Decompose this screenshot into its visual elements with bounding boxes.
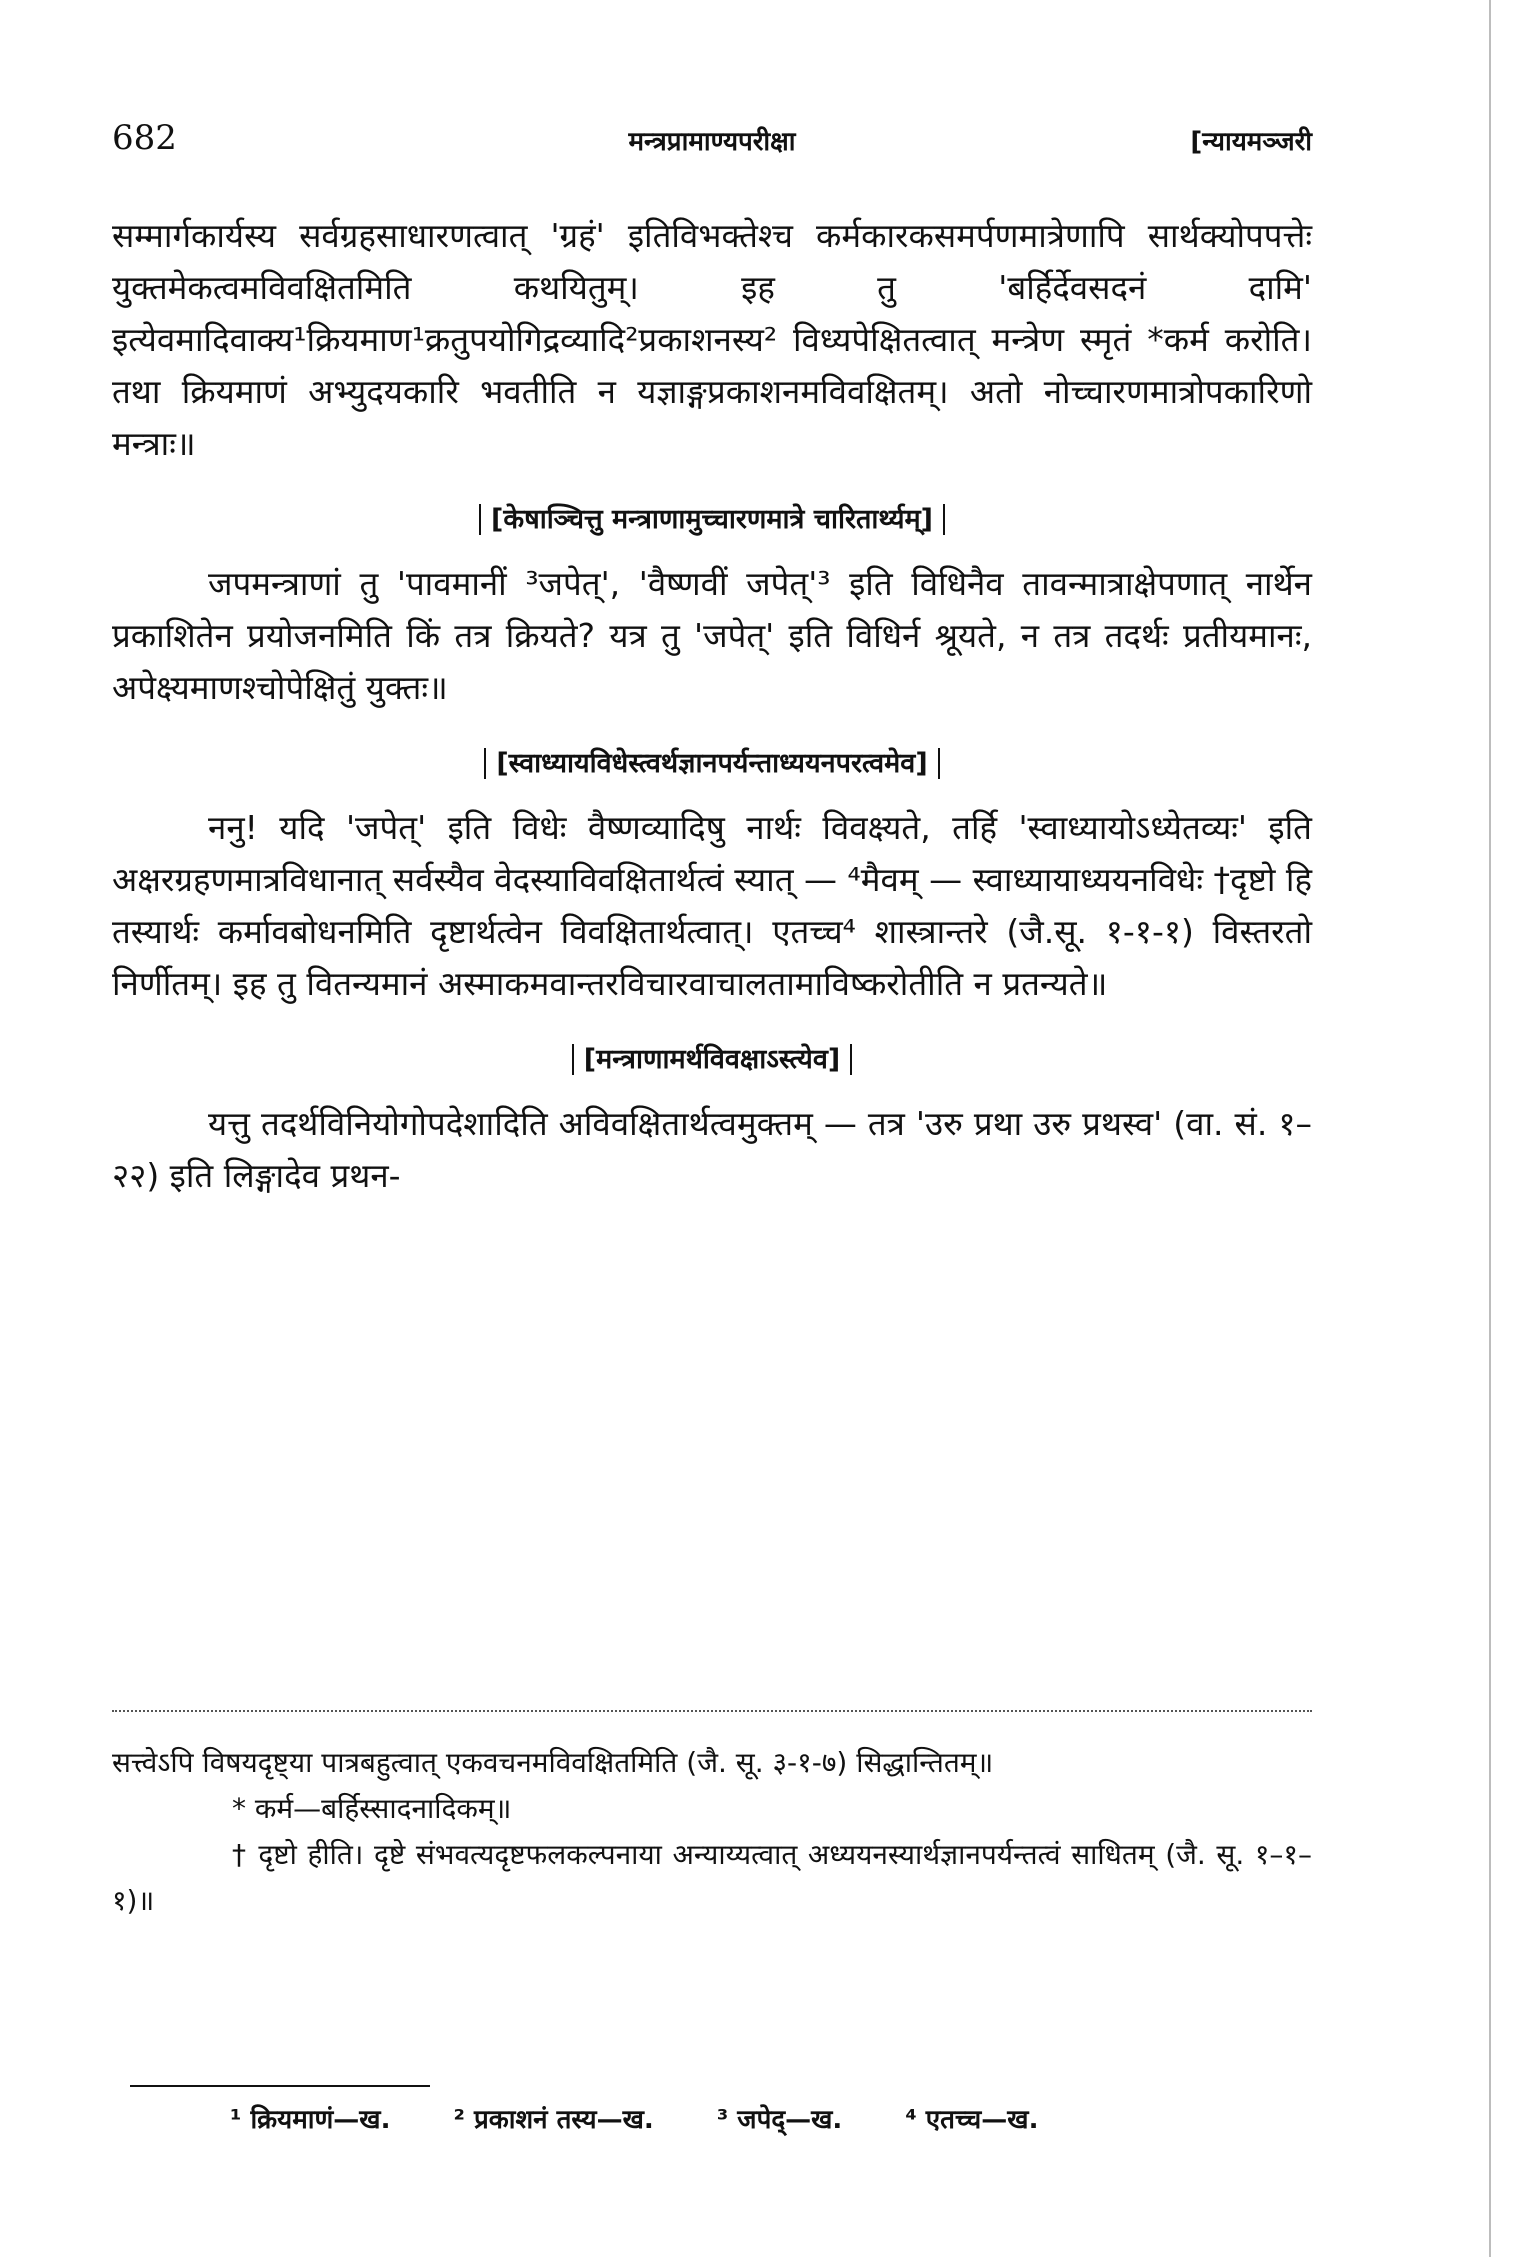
note-2: * कर्म—बर्हिस्सादनादिकम्॥	[232, 1792, 512, 1825]
section-heading-1-text: [केषाञ्चित्तु मन्त्राणामुच्चारणमात्रे चारितार्थ्यम्]	[479, 504, 945, 535]
footnote-4: ⁴ एतच्च—ख.	[905, 2105, 1039, 2135]
note-3: † दृष्टो हीति। दृष्टे संभवत्यदृष्टफलकल्पनाया अन्याय्यत्वात् अध्ययनस्यार्थज्ञानपर्यन्तत्वं साधितम् (जै. सू. १–१–१)॥	[112, 1838, 1312, 1917]
footnote-1: ¹ क्रियमाणं—ख.	[230, 2105, 391, 2135]
footnote-rule	[130, 2085, 430, 2087]
running-title: मन्त्रप्रामाण्यपरीक्षा	[628, 127, 796, 157]
paragraph-4: यत्तु तदर्थविनियोगोपदेशादिति अविवक्षितार्थत्वमुक्तम् — तत्र 'उरु प्रथा उरु प्रथस्व' (वा. सं. १–२२) इति लिङ्गादेव प्रथन-	[112, 1104, 1312, 1195]
notes-divider	[112, 1710, 1312, 1716]
note-1: सत्त्वेऽपि विषयदृष्ट्या पात्रबहुत्वात् एकवचनमविवक्षितमिति (जै. सू. ३-१-७) सिद्धान्तितम्॥	[112, 1746, 994, 1779]
paragraph-3: ननु! यदि 'जपेत्' इति विधेः वैष्णव्यादिषु नार्थः विवक्ष्यते, तर्हि 'स्वाध्यायोऽध्येतव्यः' इति अक्षरग्रहणमात्रविधानात् सर्वस्यैव वेदस्याविवक्षितार्थत्वं स्यात् — ⁴मैवम् — स्वाध्यायाध्ययनविधेः †दृष्टो हि तस्यार्थः कर्मावबोधनमिति दृष्टार्थत्वेन विवक्षितार्थत्वात्। एतच्च⁴ शास्त्रान्तरे (जै.सू. १-१-१) विस्तरतो निर्णीतम्। इह तु वितन्यमानं अस्माकमवान्तरविचारवाचालतामाविष्करोतीति न प्रतन्यते॥	[112, 808, 1312, 1003]
section-heading-2	[112, 744, 1312, 784]
section-heading-1	[112, 500, 1312, 540]
footnotes	[230, 2100, 1310, 2136]
page-edge	[1489, 0, 1491, 2257]
section-heading-3	[112, 1040, 1312, 1080]
page-number: 682	[112, 118, 177, 158]
paragraph-2: जपमन्त्राणां तु 'पावमानीं ³जपेत्', 'वैष्णवीं जपेत्'³ इति विधिनैव तावन्मात्राक्षेपणात् नार्थेन प्रकाशितेन प्रयोजनमिति किं तत्र क्रियते? यत्र तु 'जपेत्' इति विधिर्न श्रूयते, न तत्र तदर्थः प्रतीयमानः, अपेक्ष्यमाणश्चोपेक्षितुं युक्तः॥	[112, 564, 1312, 707]
footnote-3: ³ जपेद्—ख.	[716, 2105, 843, 2135]
section-tag: [न्यायमञ्जरी	[1190, 127, 1312, 157]
footnote-2: ² प्रकाशनं तस्य—ख.	[453, 2105, 654, 2135]
commentary-notes	[112, 1740, 1312, 1924]
page-header	[112, 118, 1312, 166]
paragraph-1: सम्मार्गकार्यस्य सर्वग्रहसाधारणत्वात् 'ग्रहं' इतिविभक्तेश्च कर्मकारकसमर्पणमात्रेणापि सार्थक्योपपत्तेः युक्तमेकत्वमविवक्षितमिति कथयितुम्। इह तु 'बर्हिर्देवसदनं दामि' इत्येवमादिवाक्य¹क्रियमाण¹क्रतुपयोगिद्रव्यादि²प्रकाशनस्य² विध्यपेक्षितत्वात् मन्त्रेण स्मृतं *कर्म करोति। तथा क्रियमाणं अभ्युदयकारि भवतीति न यज्ञाङ्गप्रकाशनमविवक्षितम्। अतो नोच्चारणमात्रोपकारिणो मन्त्राः॥	[112, 216, 1312, 463]
main-text	[112, 210, 1312, 1202]
section-heading-3-text: [मन्त्राणामर्थविवक्षाऽस्त्येव]	[572, 1044, 852, 1075]
section-heading-2-text: [स्वाध्यायविधेस्त्वर्थज्ञानपर्यन्ताध्ययनपरत्वमेव]	[484, 748, 939, 779]
